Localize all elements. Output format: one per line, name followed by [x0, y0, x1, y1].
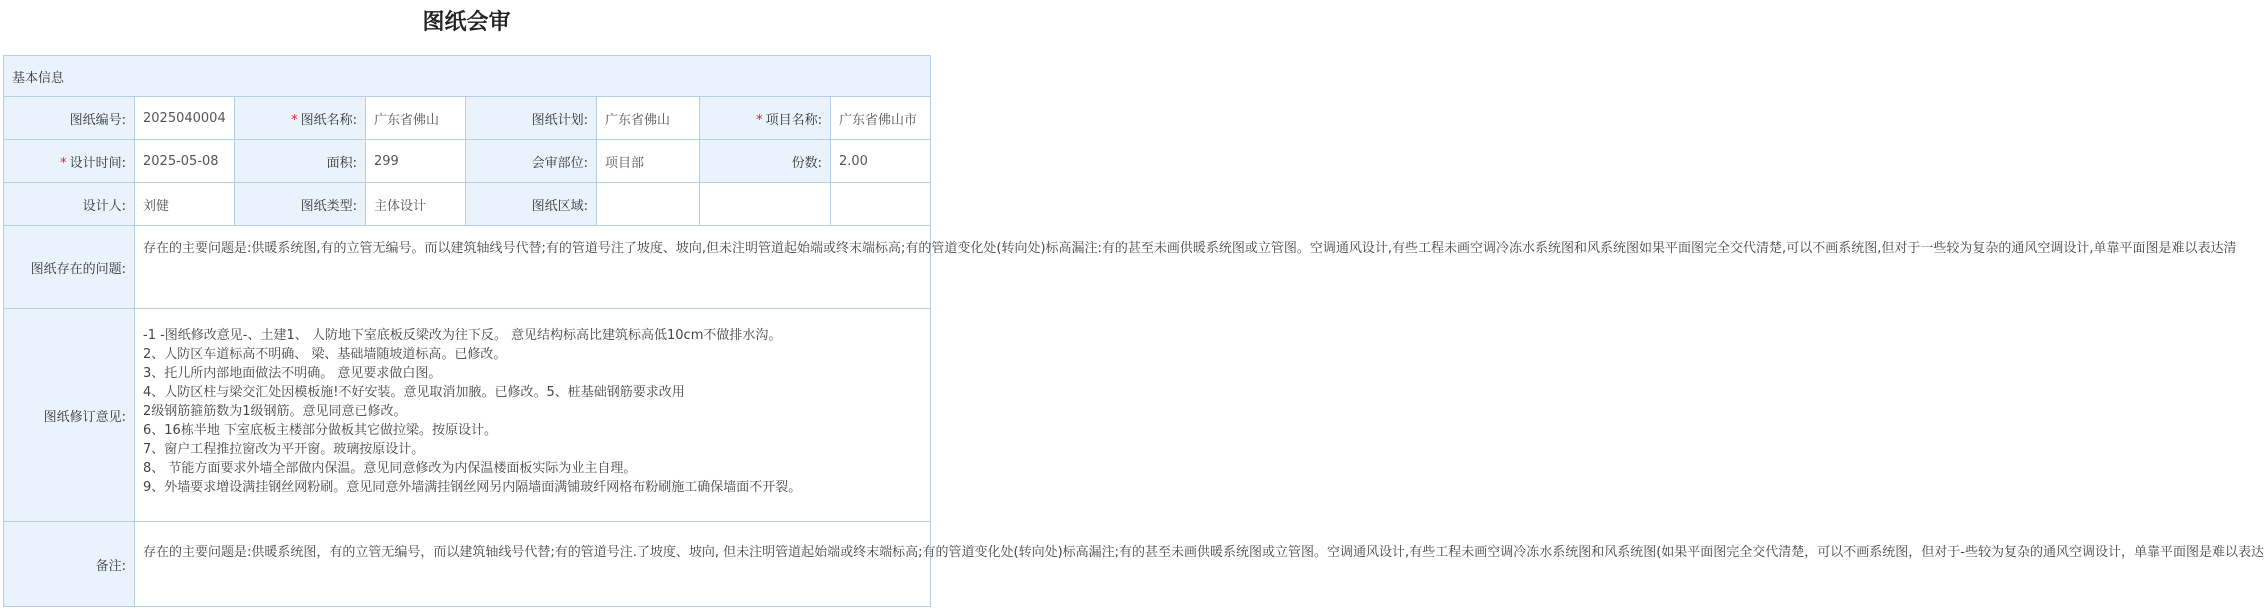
- problems-text-cell: [135, 226, 2237, 309]
- drawing-plan-value: 广东省佛山: [597, 97, 700, 140]
- copies-value: 2.00: [831, 140, 931, 183]
- info-row-1: [4, 97, 931, 140]
- required-asterisk: *: [291, 112, 298, 128]
- design-time-value: 2025-05-08: [135, 140, 235, 183]
- drawing-review-form: [3, 55, 2264, 607]
- page-title: 图纸会审: [422, 10, 511, 35]
- project-name-label: * 项目名称:: [700, 97, 831, 140]
- required-asterisk: *: [60, 155, 67, 171]
- drawing-no-value: 2025040004: [135, 97, 235, 140]
- revision-line: 9、外墙要求增设满挂钢丝网粉刷。意见同意外墙满挂钢丝网另内隔墙面满铺玻纤网格布粉刷施工确保墙面不开裂。: [143, 480, 802, 495]
- revision-line: 4、人防区柱与梁交汇处因模板施!不好安装。意见取消加腋。已修改。5、桩基础钢筋要求改用: [143, 385, 685, 400]
- problems-label: 图纸存在的问题:: [4, 226, 135, 309]
- revision-line: 2、人防区车道标高不明确、 梁、基础墙随坡道标高。已修改。: [143, 347, 507, 362]
- drawing-name-label: * 图纸名称:: [235, 97, 366, 140]
- drawing-area-value: [597, 183, 700, 226]
- drawing-no-label: 图纸编号:: [4, 97, 135, 140]
- revision-line: 2级钢筋箍筋数为1级钢筋。意见同意已修改。: [143, 404, 407, 419]
- remarks-row: [4, 522, 931, 607]
- revision-line: 8、 节能方面要求外墙全部做内保温。意见同意修改为内保温楼面板实际为业主自理。: [143, 461, 637, 476]
- revisions-label: 图纸修订意见:: [4, 309, 135, 522]
- designer-value: 刘健: [135, 183, 235, 226]
- area-label: 面积:: [235, 140, 366, 183]
- problems-row: [4, 226, 931, 309]
- revisions-row: [4, 309, 931, 522]
- drawing-type-label: 图纸类型:: [235, 183, 366, 226]
- section-title: 基本信息: [4, 56, 931, 97]
- design-time-label: * 设计时间:: [4, 140, 135, 183]
- drawing-plan-label: 图纸计划:: [466, 97, 597, 140]
- revisions-list: [143, 326, 922, 516]
- revision-line: 7、窗户工程推拉窗改为平开窗。玻璃按原设计。: [143, 442, 425, 457]
- problems-text: 存在的主要问题是:供暖系统图,有的立管无编号。而以建筑轴线号代替;有的管道号注了坡度、坡向,但未注明管道起始端或终末端标高;有的管道变化处(转向处)标高漏注:有的甚至未画供暖系统图或立管图。空调通风设计,有些工程未画空调冷冻水系统图和风系统图如果平面图完全交代清楚,可以不画系统图,但对于一些较为复杂的通风空调设计,单靠平面图是难以表达清: [143, 241, 2237, 256]
- empty-cell: [831, 183, 931, 226]
- copies-label: 份数:: [700, 140, 831, 183]
- info-row-2: [4, 140, 931, 183]
- revisions-text-cell: [135, 309, 931, 522]
- revision-line: -1 -图纸修改意见-、土建1、 人防地下室底板反梁改为往下反。 意见结构标高比建筑标高低10cm不做排水沟。: [143, 328, 782, 343]
- area-value: 299: [366, 140, 466, 183]
- project-name-value: 广东省佛山市: [831, 97, 931, 140]
- drawing-area-label: 图纸区域:: [466, 183, 597, 226]
- remarks-text-cell: [135, 522, 2264, 607]
- remarks-text: 存在的主要问题是:供暖系统图，有的立管无编号，而以建筑轴线号代替;有的管道号注.了坡度、坡向, 但未注明管道起始端或终末端标高;有的管道变化处(转向处)标高漏注;有的甚至未画供暖系统图或立管图。空调通风设计,有些工程未画空调冷冻水系统图和风系统图(如果平面图完全交代清楚，可以不画系统图，但对于-些较为复杂的通风空调设计，单靠平面图是难以表达: [143, 545, 2264, 560]
- revision-line: 6、16栋半地 下室底板主楼部分做板其它做拉梁。按原设计。: [143, 423, 497, 438]
- revision-line: 3、托儿所内部地面做法不明确。 意见要求做白图。: [143, 366, 442, 381]
- required-asterisk: *: [756, 112, 763, 128]
- empty-cell: [700, 183, 831, 226]
- info-row-3: [4, 183, 931, 226]
- designer-label: 设计人:: [4, 183, 135, 226]
- review-dept-value: 项目部: [597, 140, 700, 183]
- drawing-name-value: 广东省佛山: [366, 97, 466, 140]
- remarks-label: 备注:: [4, 522, 135, 607]
- drawing-type-value: 主体设计: [366, 183, 466, 226]
- section-header-row: [4, 56, 931, 97]
- review-dept-label: 会审部位:: [466, 140, 597, 183]
